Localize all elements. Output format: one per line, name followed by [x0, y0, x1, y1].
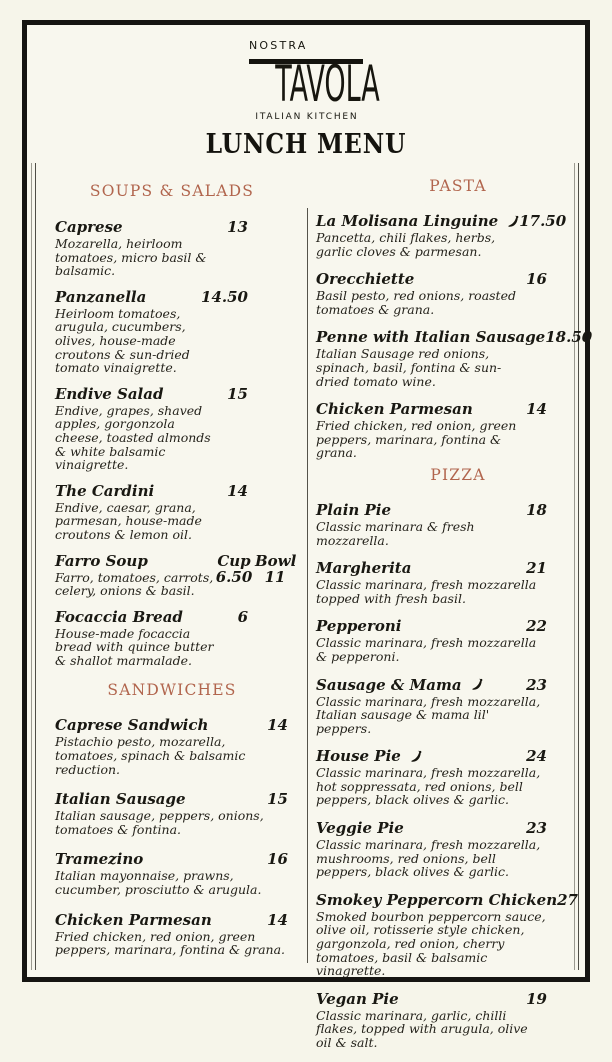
item-name: Chicken Parmesan: [316, 400, 473, 419]
item-price: 27: [557, 890, 578, 909]
item-name: Penne with Italian Sausage: [316, 328, 546, 347]
menu-item: [55, 218, 248, 278]
section-title-soups-salads: SOUPS & SALADS: [89, 182, 255, 200]
menu-item: [55, 790, 288, 836]
item-price: 14.50: [201, 287, 248, 306]
menu-item-header: [55, 482, 248, 500]
menu-item-header: [55, 790, 288, 808]
menu-item-header: [55, 218, 248, 236]
pizza-item-list: [316, 501, 588, 1050]
item-name: Smokey Peppercorn Chicken: [316, 890, 558, 909]
size-price-table: [213, 552, 295, 585]
item-name: Farro Soup: [55, 551, 148, 570]
section-title-pizza: PIZZA: [430, 465, 486, 484]
menu-item-header: [55, 608, 248, 626]
menu-item-header: [316, 270, 547, 288]
menu-item: [316, 559, 547, 605]
menu-item-header: [316, 400, 547, 418]
item-description: Mozarella, heirloom tomatoes, micro basil & balsamic.: [55, 236, 207, 279]
menu-item: [316, 819, 547, 879]
menu-item: [316, 990, 547, 1050]
size-price: 6.50: [215, 567, 253, 586]
item-name: Vegan Pie: [316, 989, 399, 1008]
menu-item-header: [55, 911, 288, 929]
size-label: Bowl: [255, 551, 297, 570]
menu-item: [316, 747, 547, 807]
item-name: House Pie: [316, 747, 401, 766]
item-description: Farro, tomatoes, carrots, celery, onions & basil.: [55, 569, 214, 599]
item-name: Panzanella: [55, 287, 147, 306]
item-description: Classic marinara, garlic, chilli flakes, topped with arugula, olive oil & salt.: [316, 1007, 528, 1050]
item-price: 22: [526, 617, 547, 636]
brand-name: TAVOLA: [275, 55, 380, 113]
item-price: 15: [267, 790, 288, 809]
item-price: 19: [526, 989, 547, 1008]
section-sandwiches: [55, 681, 298, 956]
menu-item-header: [316, 559, 547, 577]
menu-item-header: [316, 676, 547, 694]
item-name: Veggie Pie: [316, 819, 404, 838]
item-price: 21: [526, 559, 547, 578]
item-price: 24: [526, 747, 547, 766]
menu-item: [316, 400, 547, 460]
right-double-rule: [574, 163, 579, 970]
item-description: Basil pesto, red onions, roasted tomatoes & grana.: [316, 288, 516, 317]
menu-item-header: [316, 990, 547, 1008]
item-name: Plain Pie: [316, 500, 392, 519]
item-price: 13: [227, 218, 248, 236]
item-price: 23: [526, 675, 547, 694]
item-price: 18: [526, 500, 547, 519]
item-price: 14: [267, 910, 288, 929]
item-name: Margherita: [316, 559, 412, 578]
menu-item: [55, 911, 288, 957]
menu-item-header: [55, 716, 288, 734]
item-price: 16: [526, 270, 547, 289]
item-description: Endive, grapes, shaved apples, gorgonzola cheese, toasted almonds & white balsamic vinaigrette.: [55, 402, 211, 473]
soups-salads-item-list: [55, 218, 298, 667]
item-price: 15: [227, 384, 248, 403]
menu-item-header: [316, 747, 547, 765]
menu-item: [55, 716, 288, 776]
item-description: Heirloom tomatoes, arugula, cucumbers, olives, house-made croutons & sun-dried tomato vinaigrette.: [55, 305, 190, 376]
section-title-pasta: PASTA: [429, 177, 487, 195]
item-name: Caprese: [55, 218, 123, 236]
page-title: LUNCH MENU: [205, 129, 407, 160]
sandwiches-item-list: [55, 716, 298, 956]
item-description: Classic marinara, fresh mozzarella, mushrooms, red onions, bell peppers, black olives & garlic.: [316, 837, 541, 880]
right-column: [298, 174, 593, 1062]
menu-item: [55, 385, 248, 472]
item-description: Classic marinara, fresh mozzarella, hot soppressata, red onions, bell peppers, black olives & garlic.: [316, 765, 541, 808]
item-description: Italian Sausage red onions, spinach, basil, fontina & sun-dried tomato wine.: [316, 346, 502, 389]
menu-item-header: [55, 385, 248, 403]
section-soups-salads: [55, 182, 298, 667]
item-name: Pepperoni: [316, 617, 402, 636]
chili-pepper-icon: [409, 750, 422, 763]
left-double-rule: [31, 163, 36, 970]
left-column: [27, 174, 298, 1062]
item-description: Fried chicken, red onion, green peppers, marinara, fontina & grana.: [316, 418, 517, 461]
item-name: Italian Sausage: [55, 790, 186, 809]
item-description: Endive, caesar, grana, parmesan, house-made croutons & lemon oil.: [55, 499, 202, 542]
item-description: Italian mayonnaise, prawns, cucumber, prosciutto & arugula.: [55, 868, 262, 898]
item-price: 16: [267, 850, 288, 869]
menu-item-header: [316, 890, 578, 909]
menu-item: [316, 328, 593, 389]
menu-item-header: [316, 501, 547, 519]
item-price: 6: [237, 607, 248, 626]
section-title-sandwiches: SANDWICHES: [107, 681, 237, 700]
item-price: 17.50: [519, 212, 567, 230]
item-description: Classic marinara, fresh mozzarella topped with fresh basil.: [316, 577, 537, 606]
item-description: Smoked bourbon peppercorn sauce, olive oil, rotisserie style chicken, gargonzola, red onion, cherry tomatoes, basil & balsamic vinagrette.: [316, 908, 546, 979]
item-description: Pistachio pesto, mozarella, tomatoes, spinach & balsamic reduction.: [55, 734, 246, 777]
menu-item: [55, 850, 288, 896]
menu-page: [22, 20, 593, 1050]
item-description: Classic marinara, fresh mozzarella, Italian sausage & mama lil' peppers.: [316, 693, 541, 736]
item-name: Tramezino: [55, 850, 144, 869]
menu-item: [55, 551, 297, 599]
item-description: Fried chicken, red onion, green peppers, marinara, fontina & grana.: [55, 928, 285, 958]
menu-item: [316, 676, 547, 736]
menu-item: [316, 617, 547, 663]
section-pasta: [316, 177, 593, 461]
item-price: 18.50: [545, 328, 593, 347]
size-price: 11: [264, 567, 286, 586]
item-name: The Cardini: [55, 481, 155, 500]
menu-item: [55, 482, 248, 542]
item-name: Chicken Parmesan: [55, 910, 212, 929]
menu-item-header: [55, 288, 248, 306]
menu-item: [55, 288, 248, 375]
menu-item-header: [316, 328, 593, 347]
menu-item-header: [316, 212, 567, 230]
item-description: Classic marinara, fresh mozzarella & pepperoni.: [316, 635, 537, 664]
menu-item: [316, 212, 567, 259]
item-price: 14: [526, 400, 547, 419]
item-name: La Molisana Linguine: [316, 212, 499, 230]
menu-item-header: [316, 617, 547, 635]
size-label: Cup: [217, 551, 251, 570]
menu-item-header: [55, 850, 288, 868]
brand-logo: [249, 25, 380, 122]
pasta-item-list: [316, 212, 593, 461]
brand-subtitle: ITALIAN KITCHEN: [255, 112, 359, 122]
chili-pepper-icon: [470, 678, 483, 691]
item-price: 23: [526, 819, 547, 838]
item-name: Sausage & Mama: [316, 675, 462, 694]
brand-top-text: NOSTRA: [249, 39, 308, 52]
item-name: Caprese Sandwich: [55, 716, 209, 735]
item-price: 14: [227, 481, 248, 500]
item-price: 14: [267, 716, 288, 735]
menu-item-header: [316, 819, 547, 837]
column-divider-rule: [307, 208, 308, 963]
menu-item: [55, 608, 248, 668]
section-pizza: [316, 466, 588, 1050]
item-description: House-made focaccia bread with quince butter & shallot marmalade.: [55, 625, 214, 668]
item-description: Classic marinara & fresh mozzarella.: [316, 518, 475, 548]
chili-pepper-icon: [506, 215, 519, 228]
item-name: Orecchiette: [316, 270, 415, 289]
item-name: Endive Salad: [55, 384, 164, 403]
item-name: Focaccia Bread: [55, 607, 183, 626]
menu-item: [316, 501, 547, 547]
item-description: Italian sausage, peppers, onions, tomatoes & fontina.: [55, 808, 264, 837]
item-description: Pancetta, chili flakes, herbs, garlic cloves & parmesan.: [316, 230, 496, 259]
menu-item: [316, 890, 578, 979]
menu-columns: [27, 174, 593, 1062]
menu-item: [316, 270, 547, 316]
